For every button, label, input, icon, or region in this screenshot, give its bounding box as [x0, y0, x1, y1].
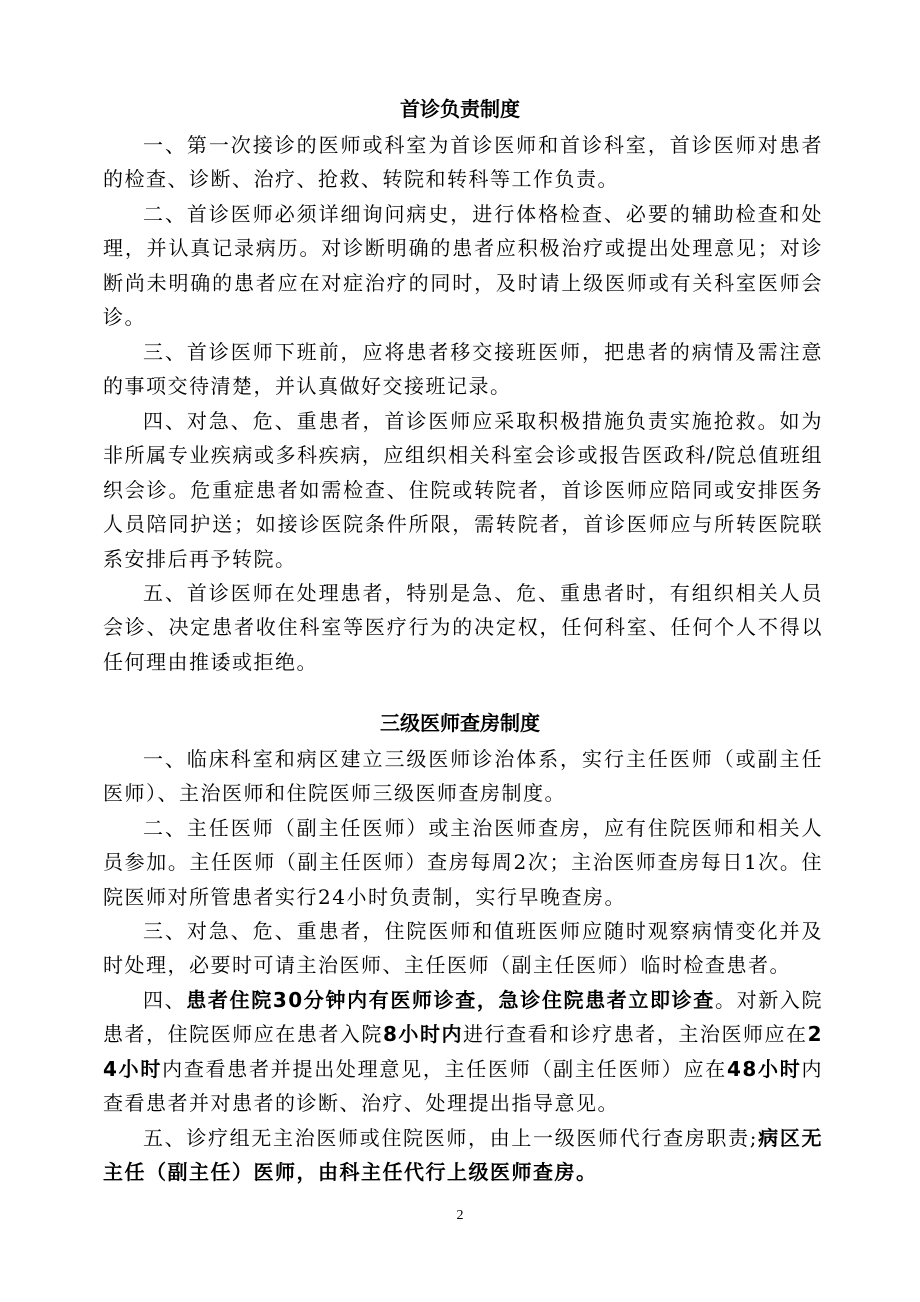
paragraph-text: 内查看患者并对患者的诊断、治疗、处理提出指导意见。	[103, 1056, 824, 1116]
paragraph-lead: 四、	[143, 988, 187, 1012]
paragraph-text: 五、诊疗组无主治医师或住院医师，由上一级医师代行查房职责;	[143, 1126, 758, 1150]
emphasis-text: 8小时内	[382, 1022, 464, 1047]
paragraph: 五、首诊医师在处理患者，特别是急、危、重患者时，有组织相关人员会诊、决定患者收住科室等医疗行为的决定权，任何科室、任何个人不得以任何理由推诿或拒绝。	[103, 581, 823, 674]
emphasis-text: 24小时	[103, 1022, 824, 1081]
emphasis-text: 病区无主任（副主任）医师，由科主任代行上级医师查房。	[103, 1126, 823, 1185]
emphasis-text: 患者住院30分钟内有医师诊查，急诊住院患者立即诊查	[186, 988, 715, 1012]
paragraph-text: 。对新入院患者，住院医师应在患者入院	[103, 988, 824, 1047]
paragraph-with-emphasis	[103, 983, 823, 1121]
paragraph: 一、第一次接诊的医师或科室为首诊医师和首诊科室，首诊医师对患者的检查、诊断、治疗、抢救、转院和转科等工作负责。	[103, 133, 823, 192]
section-title-first-visit: 首诊负责制度	[400, 97, 520, 121]
paragraph: 二、主任医师（副主任医师）或主治医师查房，应有住院医师和相关人员参加。主任医师（副主任医师）查房每周2次；主治医师查房每日1次。住院医师对所管患者实行24小时负责制，实行早晚查房。	[103, 816, 823, 909]
paragraph: 三、对急、危、重患者，住院医师和值班医师应随时观察病情变化并及时处理，必要时可请主治医师、主任医师（副主任医师）临时检查患者。	[103, 919, 823, 978]
paragraph: 四、对急、危、重患者，首诊医师应采取积极措施负责实施抢救。如为非所属专业疾病或多科疾病，应组织相关科室会诊或报告医政科/院总值班组织会诊。危重症患者如需检查、住院或转院者，首诊医师应陪同或安排医务人员陪同护送；如接诊医院条件所限，需转院者，首诊医师应与所转医院联系安排后再予转院。	[103, 409, 823, 571]
emphasis-text: 48小时	[727, 1056, 802, 1081]
paragraph-text: 内查看患者并提出处理意见，主任医师（副主任医师）应在	[162, 1056, 727, 1081]
section-title-ward-rounds: 三级医师查房制度	[380, 711, 540, 735]
paragraph-text: 进行查看和诊疗患者，主治医师应在	[463, 1022, 808, 1047]
paragraph: 一、临床科室和病区建立三级医师诊治体系，实行主任医师（或副主任医师）、主治医师和住院医师三级医师查房制度。	[103, 747, 823, 806]
paragraph: 三、首诊医师下班前，应将患者移交接班医师，把患者的病情及需注意的事项交待清楚，并认真做好交接班记录。	[103, 340, 823, 399]
paragraph: 二、首诊医师必须详细询问病史，进行体格检查、必要的辅助检查和处理，并认真记录病历。对诊断明确的患者应积极治疗或提出处理意见；对诊断尚未明确的患者应在对症治疗的同时，及时请上级医师或有关科室医师会诊。	[103, 202, 823, 330]
page-number: 2	[456, 1208, 464, 1223]
paragraph-with-emphasis	[103, 1121, 823, 1190]
